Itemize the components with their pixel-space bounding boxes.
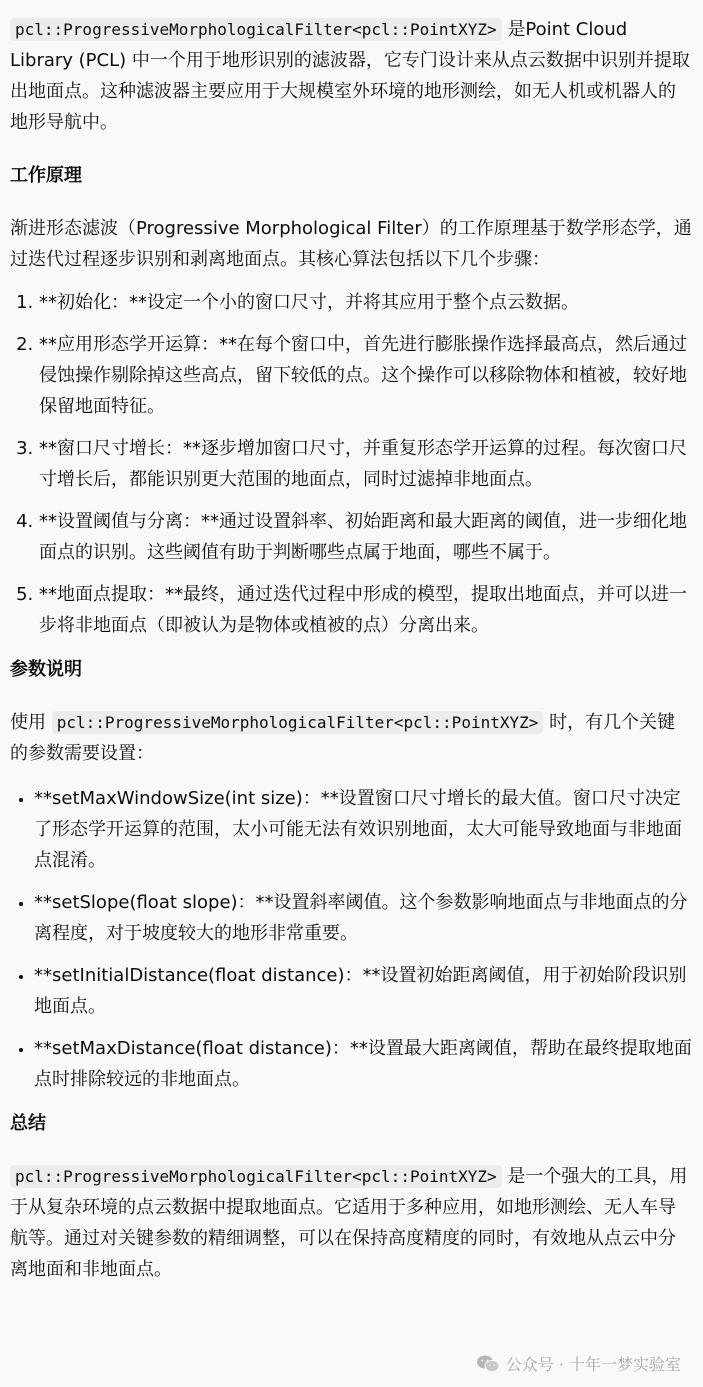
watermark-text: 公众号 · 十年一梦实验室 — [505, 1355, 681, 1374]
list-item: • **setInitialDistance(float distance)：**设置初始距离阈值，用于初始阶段识别地面点。 — [34, 960, 693, 1022]
class-name-code: pcl::ProgressiveMorphologicalFilter<pcl::PointXYZ> — [10, 1165, 502, 1188]
class-name-code: pcl::ProgressiveMorphologicalFilter<pcl::PointXYZ> — [10, 18, 502, 41]
params-pre: 使用 — [10, 712, 52, 733]
list-item: 4. **设置阈值与分离：**通过设置斜率、初始距离和最大距离的阈值，进一步细化地面点的识别。这些阈值有助于判断哪些点属于地面，哪些不属于。 — [39, 506, 693, 568]
steps-list — [10, 287, 693, 641]
watermark — [476, 1352, 681, 1375]
list-item: 5. **地面点提取：**最终，通过迭代过程中形成的模型，提取出地面点，并可以进一步将非地面点（即被认为是物体或植被的点）分离出来。 — [39, 579, 693, 641]
intro-paragraph — [10, 14, 693, 138]
params-heading: 参数说明 — [10, 659, 82, 680]
class-name-code: pcl::ProgressiveMorphologicalFilter<pcl::PointXYZ> — [52, 711, 544, 734]
list-item: • **setSlope(float slope)：**设置斜率阈值。这个参数影响地面点与非地面点的分离程度，对于坡度较大的地形非常重要。 — [34, 887, 693, 949]
intro-text: 是Point Cloud Library (PCL) 中一个用于地形识别的滤波器，它专门设计来从点云数据中识别并提取出地面点。这种滤波器主要应用于大规模室外环境的地形测绘，如无人机或机器人的地形导航中。 — [10, 19, 690, 133]
params-paragraph — [10, 707, 693, 769]
params-post: 时，有几个关键的参数需要设置： — [10, 712, 676, 764]
principle-heading: 工作原理 — [10, 165, 82, 186]
list-item: 3. **窗口尺寸增长：**逐步增加窗口尺寸，并重复形态学开运算的过程。每次窗口尺寸增长后，都能识别更大范围的地面点，同时过滤掉非地面点。 — [39, 433, 693, 495]
list-item: 2. **应用形态学开运算：**在每个窗口中，首先进行膨胀操作选择最高点，然后通过侵蚀操作剔除掉这些高点，留下较低的点。这个操作可以移除物体和植被，较好地保留地面特征。 — [39, 329, 693, 422]
list-item: • **setMaxDistance(float distance)：**设置最大距离阈值，帮助在最终提取地面点时排除较远的非地面点。 — [34, 1033, 693, 1095]
summary-paragraph — [10, 1161, 693, 1285]
list-item: • **setMaxWindowSize(int size)：**设置窗口尺寸增长的最大值。窗口尺寸决定了形态学开运算的范围，太小可能无法有效识别地面，太大可能导致地面与非地面点混淆。 — [34, 783, 693, 876]
summary-text: 是一个强大的工具，用于从复杂环境的点云数据中提取地面点。它适用于多种应用，如地形测绘、无人车导航等。通过对关键参数的精细调整，可以在保持高度精度的同时，有效地从点云中分离地面和非地面点。 — [10, 1166, 688, 1280]
wechat-icon — [476, 1354, 500, 1374]
list-item: 1. **初始化：**设定一个小的窗口尺寸，并将其应用于整个点云数据。 — [39, 287, 693, 318]
article — [10, 14, 693, 1285]
params-list — [10, 783, 693, 1095]
principle-paragraph: 渐进形态滤波（Progressive Morphological Filter）的工作原理基于数学形态学，通过迭代过程逐步识别和剥离地面点。其核心算法包括以下几个步骤： — [10, 218, 692, 270]
summary-heading: 总结 — [10, 1113, 46, 1134]
